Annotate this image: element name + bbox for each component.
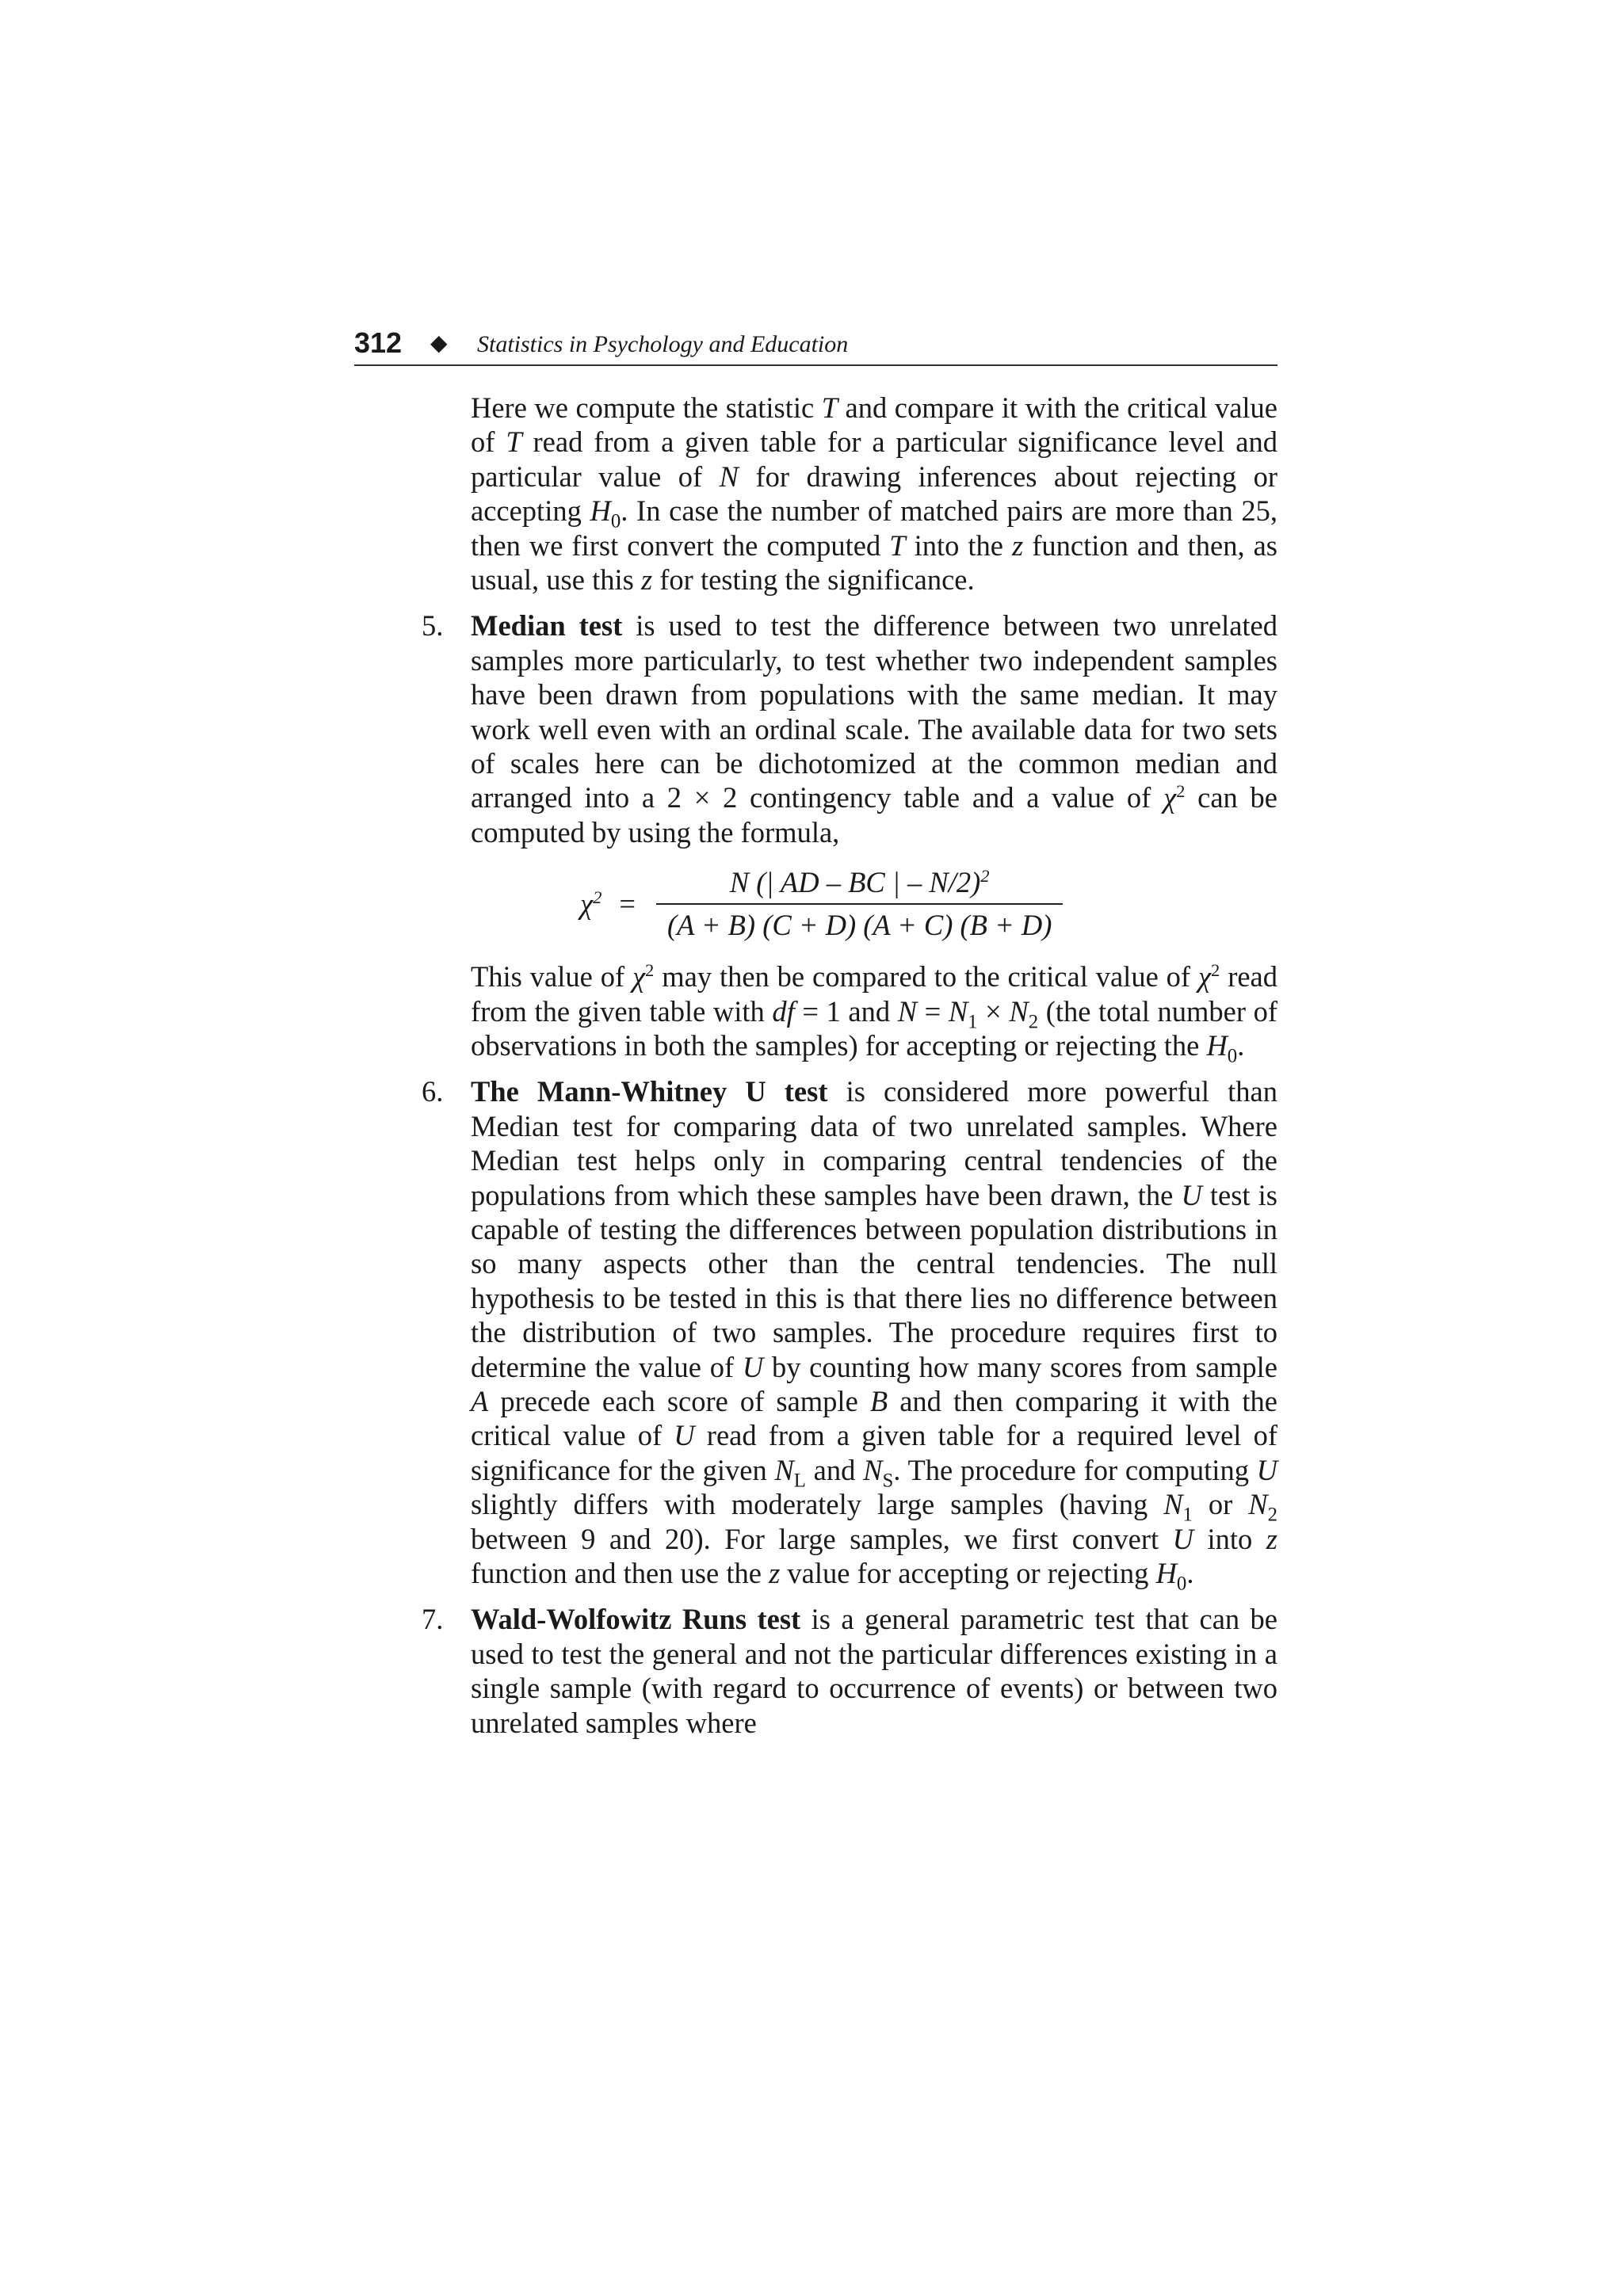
formula-lhs: $\chi^2$ [580, 887, 602, 920]
formula-denominator: (A + B) (C + D) (A + C) (B + D) [656, 903, 1063, 942]
running-header [354, 323, 1277, 366]
formula-numerator: N (| AD – BC | – N/2)$^2$ [729, 866, 990, 899]
item-after-paragraph: This value of $\chi^2$ may then be compared to the critical value of $\chi^2$ read from the given table with df = 1 and $N = N_1 \times N_2$ (the total number of observations in both the samples) for accepting or rejecting the $H_0$. [471, 959, 1277, 1067]
item-number: 7. [422, 1603, 444, 1636]
item-text: is used to test the difference between two unrelated samples more particularly, to test whether two independent samples have been drawn from populations with the same median. It may work well even with an ordinal scale. The available data for two sets of scales here can be dichotomized at the common median and arranged into a 2 × 2 contingency table and a value of $\chi^2$ can be computed by using the formula, [471, 609, 1278, 849]
running-title: Statistics in Psychology and Education [477, 331, 849, 357]
formula-equals: = [619, 887, 636, 920]
list-item-median-test [422, 608, 1278, 1067]
intro-paragraph: Here we compute the statistic T and compare it with the critical value of T read from a given table for a particular significance level and particular value of N for drawing inferences about rejecting or accepting $H_0$. In case the number of matched pairs are more than 25, then we first convert the computed T into the z function and then, as usual, use this z for testing the significance. [471, 391, 1278, 597]
page-number: 312 [354, 326, 403, 359]
item-paragraph [471, 1074, 1278, 1595]
item-term: The Mann-Whitney U test [471, 1075, 828, 1108]
list-item-mann-whitney [422, 1074, 1278, 1595]
item-text: is a general parametric test that can be used to test the general and not the particular differences existing in a single sample (with regard to occurrence of events) or between two unrelated samples where [471, 1603, 1278, 1739]
list-item-wald-wolfowitz [422, 1602, 1278, 1740]
diamond-separator-icon: ◆ [430, 331, 448, 356]
item-paragraph [471, 608, 1277, 849]
chi-square-formula [580, 865, 1277, 942]
page-body [422, 391, 1278, 1740]
formula-fraction [656, 865, 1063, 942]
item-number: 6. [422, 1075, 444, 1108]
item-number: 5. [422, 609, 444, 643]
item-text: is considered more powerful than Median test for comparing data of two unrelated samples. Where Median test helps only in comparing central tendencies of the populations from which these samples have been drawn, the U test is capable of testing the differences between population distributions in so many aspects other than the central tendencies. The null hypothesis to be tested in this is that there lies no difference between the distribution of two samples. The procedure requires first to determine the value of U by counting how many scores from sample A precede each score of sample B and then comparing it with the critical value of U read from a given table for a required level of significance for the given $N_L$ and $N_S$. The procedure for computing U slightly differs with moderately large samples (having $N_1$ or $N_2$ between 9 and 20). For large samples, we first convert U into z function and then use the z value for accepting or rejecting $H_0$. [471, 1075, 1278, 1595]
item-term: Median test [471, 609, 623, 643]
item-paragraph [471, 1602, 1277, 1740]
item-term: Wald-Wolfowitz Runs test [471, 1603, 801, 1636]
